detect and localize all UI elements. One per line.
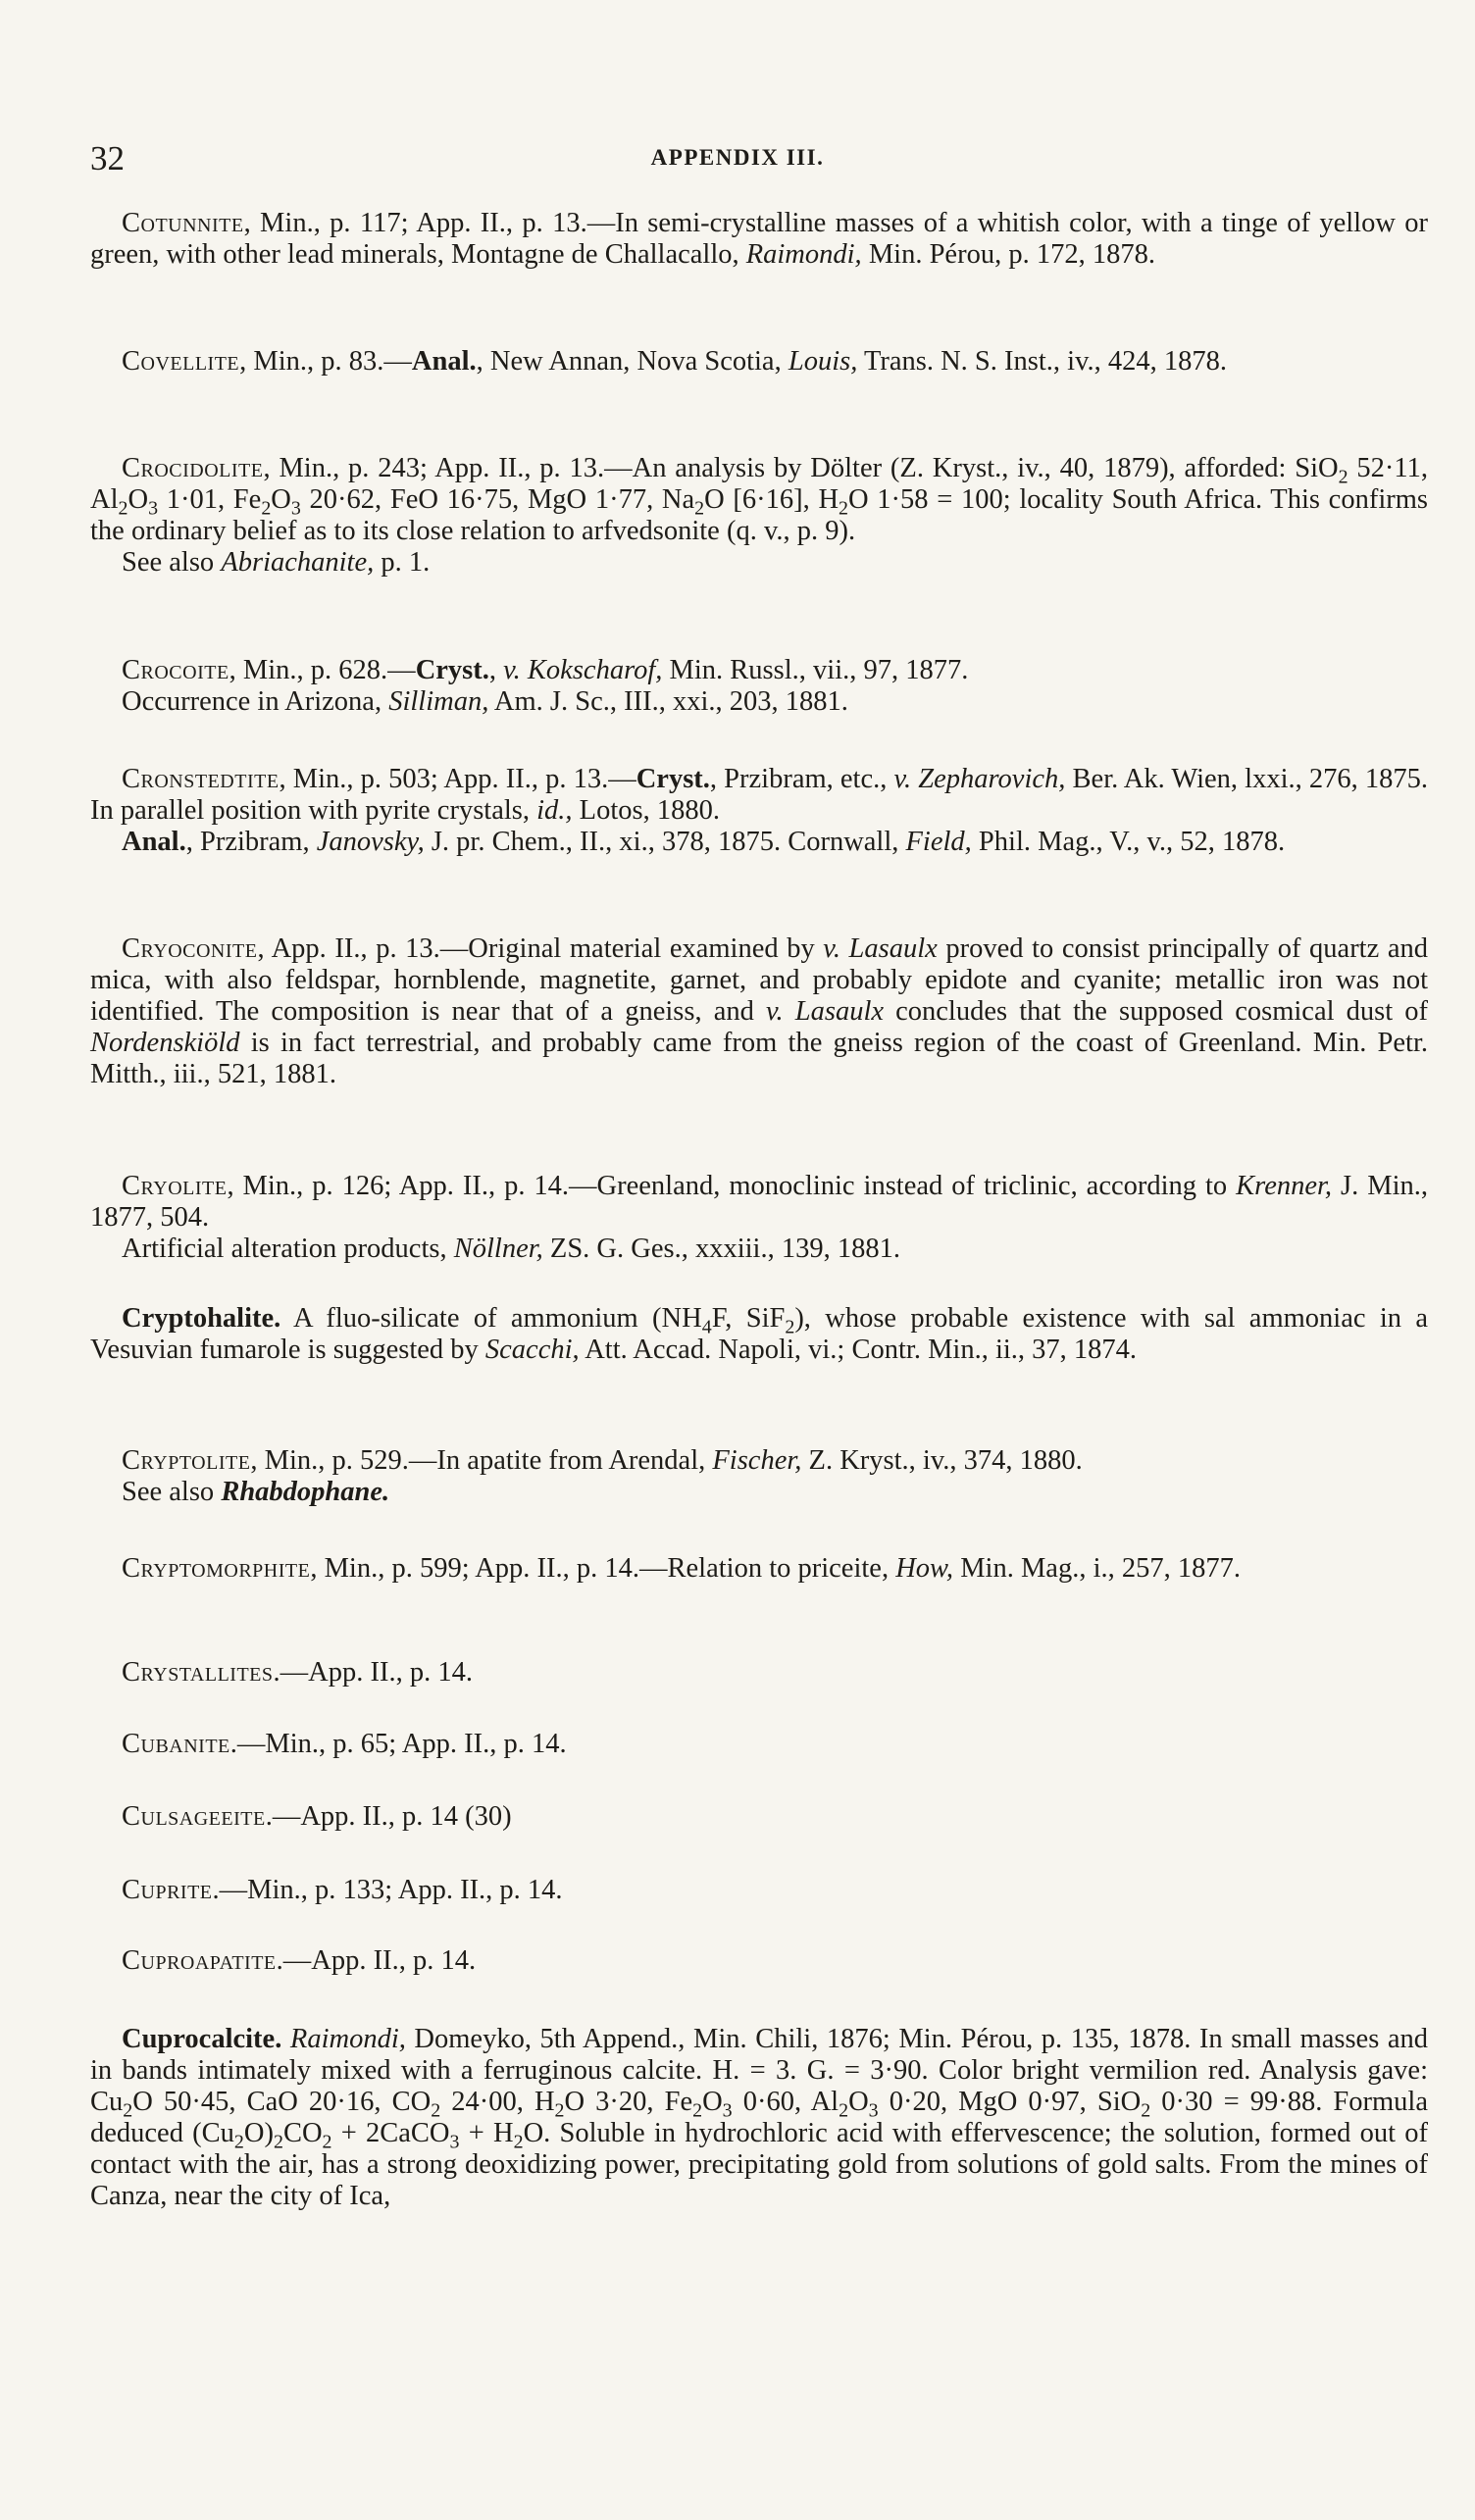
- entry-paragraph: Cuprocalcite. Raimondi, Domeyko, 5th Append., Min. Chili, 1876; Min. Pérou, p. 135, 1878. In small masses and in bands intimately mixed with a ferruginous calcite. H. = 3. G. = 3·90. Color bright vermilion red. Analysis gave: $Cu_2O$ 50·45, CaO 20·16, $CO_2$ 24·00, $H_2O$ 3·20, $Fe_2O_3$ 0·60, $Al_2O_3$ 0·20, MgO 0·97, SiO$_2$ 0·30 = 99·88. Formula deduced $(Cu_2O)_2CO_2$ + 2CaCO$_3$ + $H_2O$. Soluble in hydrochloric acid with effervescence; the solution, formed out of contact with the air, has a strong deoxidizing power, precipitating gold from solutions of gold salts. From the mines of Canza, near the city of Ica,: [90, 2024, 1429, 2211]
- entry-paragraph: Cryolite, Min., p. 126; App. II., p. 14.—Greenland, monoclinic instead of triclinic, according to Krenner, J. Min., 1877, 504.: [90, 1171, 1428, 1233]
- entry-paragraph: Crocoite, Min., p. 628.—Cryst., v. Kokscharof, Min. Russl., vii., 97, 1877.: [122, 655, 969, 685]
- entry-heading: Cuprite: [122, 1875, 213, 1905]
- entry-paragraph: See also Abriachanite, p. 1.: [122, 547, 431, 578]
- entry-paragraph: Occurrence in Arizona, Silliman, Am. J. Sc., III., xxi., 203, 1881.: [122, 686, 848, 717]
- entry-cryoconite: [90, 933, 1428, 1090]
- entry-heading: Cryptohalite.: [122, 1303, 281, 1334]
- entry-paragraph: Cubanite.—Min., p. 65; App. II., p. 14.: [122, 1729, 567, 1759]
- entry-cronstedtite: [90, 764, 1428, 858]
- entry-heading: Covellite: [122, 346, 240, 377]
- entry-paragraph: Cryoconite, App. II., p. 13.—Original material examined by v. Lasaulx proved to consist principally of quartz and mica, with also feldspar, hornblende, magnetite, garnet, and probably epidote and cyanite; metallic iron was not identified. The composition is near that of a gneiss, and v. Lasaulx concludes that the supposed cosmical dust of Nordenskiöld is in fact terrestrial, and probably came from the gneiss region of the coast of Greenland. Min. Petr. Mitth., iii., 521, 1881.: [90, 933, 1429, 1089]
- entry-paragraph: Cotunnite, Min., p. 117; App. II., p. 13.—In semi-crystalline masses of a whitish color, with a tinge of yellow or green, with other lead minerals, Montagne de Challacallo, Raimondi, Min. Pérou, p. 172, 1878.: [90, 208, 1428, 270]
- entry-cotunnite: [90, 208, 1428, 271]
- running-title: APPENDIX III.: [650, 145, 825, 170]
- entry-paragraph: See also Rhabdophane.: [122, 1477, 390, 1507]
- entry-paragraph: Cryptomorphite, Min., p. 599; App. II., p. 14.—Relation to priceite, How, Min. Mag., i., 257, 1877.: [122, 1553, 1241, 1584]
- entry-heading: Cronstedtite: [122, 764, 280, 794]
- entry-heading: Crystallites: [122, 1657, 274, 1688]
- entry-paragraph: Cryptohalite. A fluo-silicate of ammonium ($NH_4F$, SiF$_2$), whose probable existence with sal ammoniac in a Vesuvian fumarole is suggested by Scacchi, Att. Accad. Napoli, vi.; Contr. Min., ii., 37, 1874.: [90, 1303, 1428, 1365]
- entry-crystallites: [90, 1657, 473, 1688]
- entry-cuproapatite: [90, 1945, 476, 1977]
- entry-paragraph: Cuproapatite.—App. II., p. 14.: [122, 1945, 477, 1976]
- entry-crocoite: [90, 655, 968, 718]
- entry-cryptohalite: [90, 1303, 1428, 1366]
- page-number: 32: [90, 139, 125, 177]
- entry-paragraph: Anal., Przibram, Janovsky, J. pr. Chem., II., xi., 378, 1875. Cornwall, Field, Phil. Mag., V., v., 52, 1878.: [122, 827, 1286, 857]
- entry-paragraph: Culsageeite.—App. II., p. 14 (30): [122, 1801, 512, 1832]
- entry-paragraph: Cuprite.—Min., p. 133; App. II., p. 14.: [122, 1875, 563, 1905]
- entry-cryptolite: [90, 1445, 1083, 1508]
- entry-heading: Cryptomorphite: [122, 1553, 311, 1584]
- entry-paragraph: Crocidolite, Min., p. 243; App. II., p. 13.—An analysis by Dölter (Z. Kryst., iv., 40, 1879), afforded: SiO$_2$ 52·11, $Al_2O_3$ 1·01, $Fe_2O_3$ 20·62, FeO 16·75, MgO 1·77, $Na_2O$ [6·16], $H_2O$ 1·58 = 100; locality South Africa. This confirms the ordinary belief as to its close relation to arfvedsonite (q. v., p. 9).: [90, 453, 1428, 546]
- entry-paragraph: Cronstedtite, Min., p. 503; App. II., p. 13.—Cryst., Przibram, etc., v. Zepharovich, Ber. Ak. Wien, lxxi., 276, 1875. In parallel position with pyrite crystals, id., Lotos, 1880.: [90, 764, 1429, 826]
- entry-paragraph: Covellite, Min., p. 83.—Anal., New Annan, Nova Scotia, Louis, Trans. N. S. Inst., iv., 424, 1878.: [122, 346, 1227, 377]
- entry-heading: Cuproapatite: [122, 1945, 277, 1976]
- entry-cryptomorphite: [90, 1553, 1241, 1585]
- entry-cuprocalcite: [90, 2024, 1428, 2212]
- entry-heading: Cotunnite: [122, 208, 244, 238]
- entry-heading: Cuprocalcite.: [122, 2024, 282, 2054]
- entry-paragraph: Cryptolite, Min., p. 529.—In apatite from Arendal, Fischer, Z. Kryst., iv., 374, 1880.: [122, 1445, 1083, 1476]
- entry-heading: Cryolite: [122, 1171, 228, 1201]
- entry-heading: Cryptolite: [122, 1445, 251, 1476]
- page-header: [0, 139, 1475, 178]
- entry-heading: Cryoconite: [122, 933, 258, 964]
- entry-heading: Crocoite: [122, 655, 229, 685]
- entry-cryolite: [90, 1171, 1428, 1265]
- entry-heading: Crocidolite: [122, 453, 264, 483]
- entry-paragraph: Crystallites.—App. II., p. 14.: [122, 1657, 473, 1688]
- entry-cubanite: [90, 1729, 567, 1760]
- entry-culsageeite: [90, 1801, 512, 1833]
- entry-covellite: [90, 346, 1227, 378]
- entry-paragraph: Artificial alteration products, Nöllner, ZS. G. Ges., xxxiii., 139, 1881.: [122, 1234, 900, 1264]
- entry-crocidolite: [90, 453, 1428, 579]
- entry-heading: Culsageeite: [122, 1801, 266, 1832]
- entry-heading: Cubanite: [122, 1729, 230, 1759]
- entry-cuprite: [90, 1875, 563, 1906]
